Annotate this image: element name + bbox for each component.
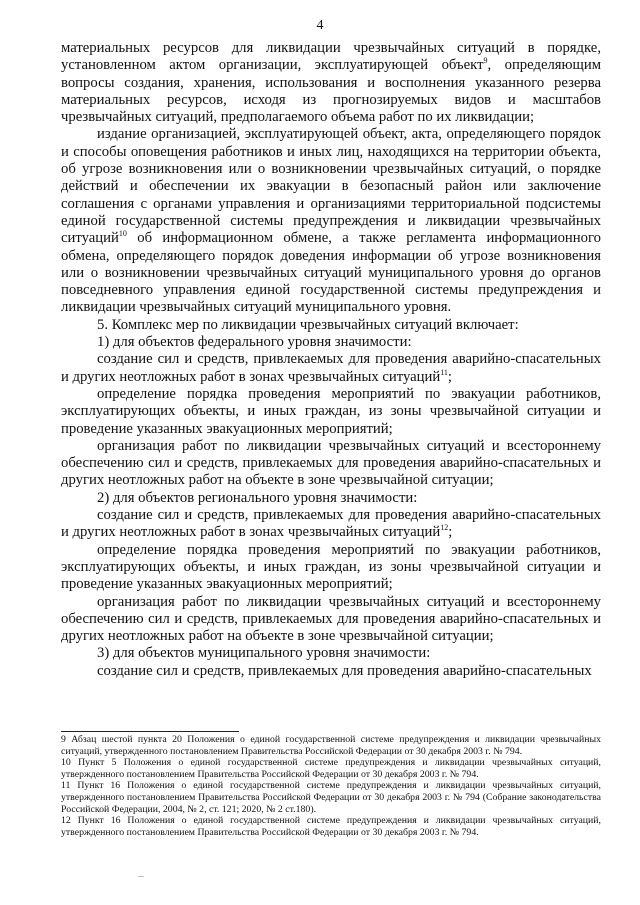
paragraph: 5. Комплекс мер по ликвидации чрезвычайных ситуаций включает:: [97, 316, 519, 333]
footnote-ref: 11: [440, 367, 448, 377]
footnotes: [61, 734, 601, 838]
footnote-ref: 9: [483, 56, 488, 66]
paragraph: создание сил и средств, привлекаемых для проведения аварийно-спасательных и других неотложных работ в зонах чрезвычайных ситуаций$^{12}$;: [61, 507, 601, 541]
paragraph: создание сил и средств, привлекаемых для проведения аварийно-спасательных и других неотложных работ в зонах чрезвычайных ситуаций$^{11}$;: [61, 351, 601, 385]
paragraph: издание организацией, эксплуатирующей объект, акта, определяющего порядок и способы оповещения работников и иных лиц, находящихся на территории объекта, об угрозе возникновения или о возникновении чрезвычайных ситуаций, о порядке действий и обеспечении их эвакуации в безопасный район или заключение соглашения с органами управления и организациями территориальной подсистемы единой государственной системы предупреждения и ликвидации чрезвычайных ситуаций$^{10}$ об информационном обмене, а также регламента информационного обмена, определяющего порядок доведения информации об угрозе возникновения или о возникновении чрезвычайных ситуаций муниципального уровня до органов повседневного управления единой государственной системы предупреждения и ликвидации чрезвычайных ситуаций муниципального уровня.: [61, 126, 601, 316]
footnote: 10 Пункт 5 Положения о единой государственной системе предупреждения и ликвидации чрезвычайных ситуаций, утвержденного постановлением Правительства Российской Федерации от 30 декабря 2003 г. № 794.: [61, 757, 601, 780]
stray-mark: ...: [138, 870, 144, 879]
paragraph: определение порядка проведения мероприятий по эвакуации работников, эксплуатирующих объекты, и иных граждан, из зоны чрезвычайной ситуации и проведение указанных эвакуационных мероприятий;: [61, 385, 601, 437]
body-text: [61, 40, 601, 680]
footnote-divider: [61, 731, 239, 732]
footnote: 11 Пункт 16 Положения о единой государственной системе предупреждения и ликвидации чрезвычайных ситуаций, утвержденного постановлением Правительства Российской Федерации от 30 декабря 2003 г. № 794 (Собрание законодательства Российской Федерации, 2004, № 2, ст. 121; 2020, № 2 ст.180).: [61, 780, 601, 815]
paragraph: 2) для объектов регионального уровня значимости:: [97, 489, 418, 506]
footnote-ref: 10: [118, 229, 127, 239]
paragraph: 3) для объектов муниципального уровня значимости:: [97, 645, 431, 662]
page-number: 4: [316, 18, 324, 33]
paragraph: 1) для объектов федерального уровня значимости:: [97, 334, 412, 351]
footnote: 12 Пункт 16 Положения о единой государственной системе предупреждения и ликвидации чрезвычайных ситуаций, утвержденного постановлением Правительства Российской Федерации от 30 декабря 2003 г. № 794.: [61, 815, 601, 838]
paragraph: организация работ по ликвидации чрезвычайных ситуаций и всестороннему обеспечению сил и средств, привлекаемых для проведения аварийно-спасательных и других неотложных работ на объекте в зоне чрезвычайной ситуации;: [61, 437, 601, 489]
paragraph: организация работ по ликвидации чрезвычайных ситуаций и всестороннему обеспечению сил и средств, привлекаемых для проведения аварийно-спасательных и других неотложных работ на объекте в зоне чрезвычайной ситуации;: [61, 593, 601, 645]
footnote: 9 Абзац шестой пункта 20 Положения о единой государственной системе предупреждения и ликвидации чрезвычайных ситуаций, утвержденного постановлением Правительства Российской Федерации от 30 декабря 2003 г. № 794.: [61, 734, 601, 757]
footnote-ref: 12: [440, 523, 449, 533]
paragraph: материальных ресурсов для ликвидации чрезвычайных ситуаций в порядке, установленном актом организации, эксплуатирующей объект$^9$, определяющим вопросы создания, хранения, использования и восполнения указанного резерва материальных ресурсов, исходя из прогнозируемых видов и масштабов чрезвычайных ситуаций, предполагаемого объема работ по их ликвидации;: [61, 40, 601, 126]
paragraph: создание сил и средств, привлекаемых для проведения аварийно-спасательных: [97, 662, 592, 679]
paragraph: определение порядка проведения мероприятий по эвакуации работников, эксплуатирующих объекты, и иных граждан, из зоны чрезвычайной ситуации и проведение указанных эвакуационных мероприятий;: [61, 541, 601, 593]
